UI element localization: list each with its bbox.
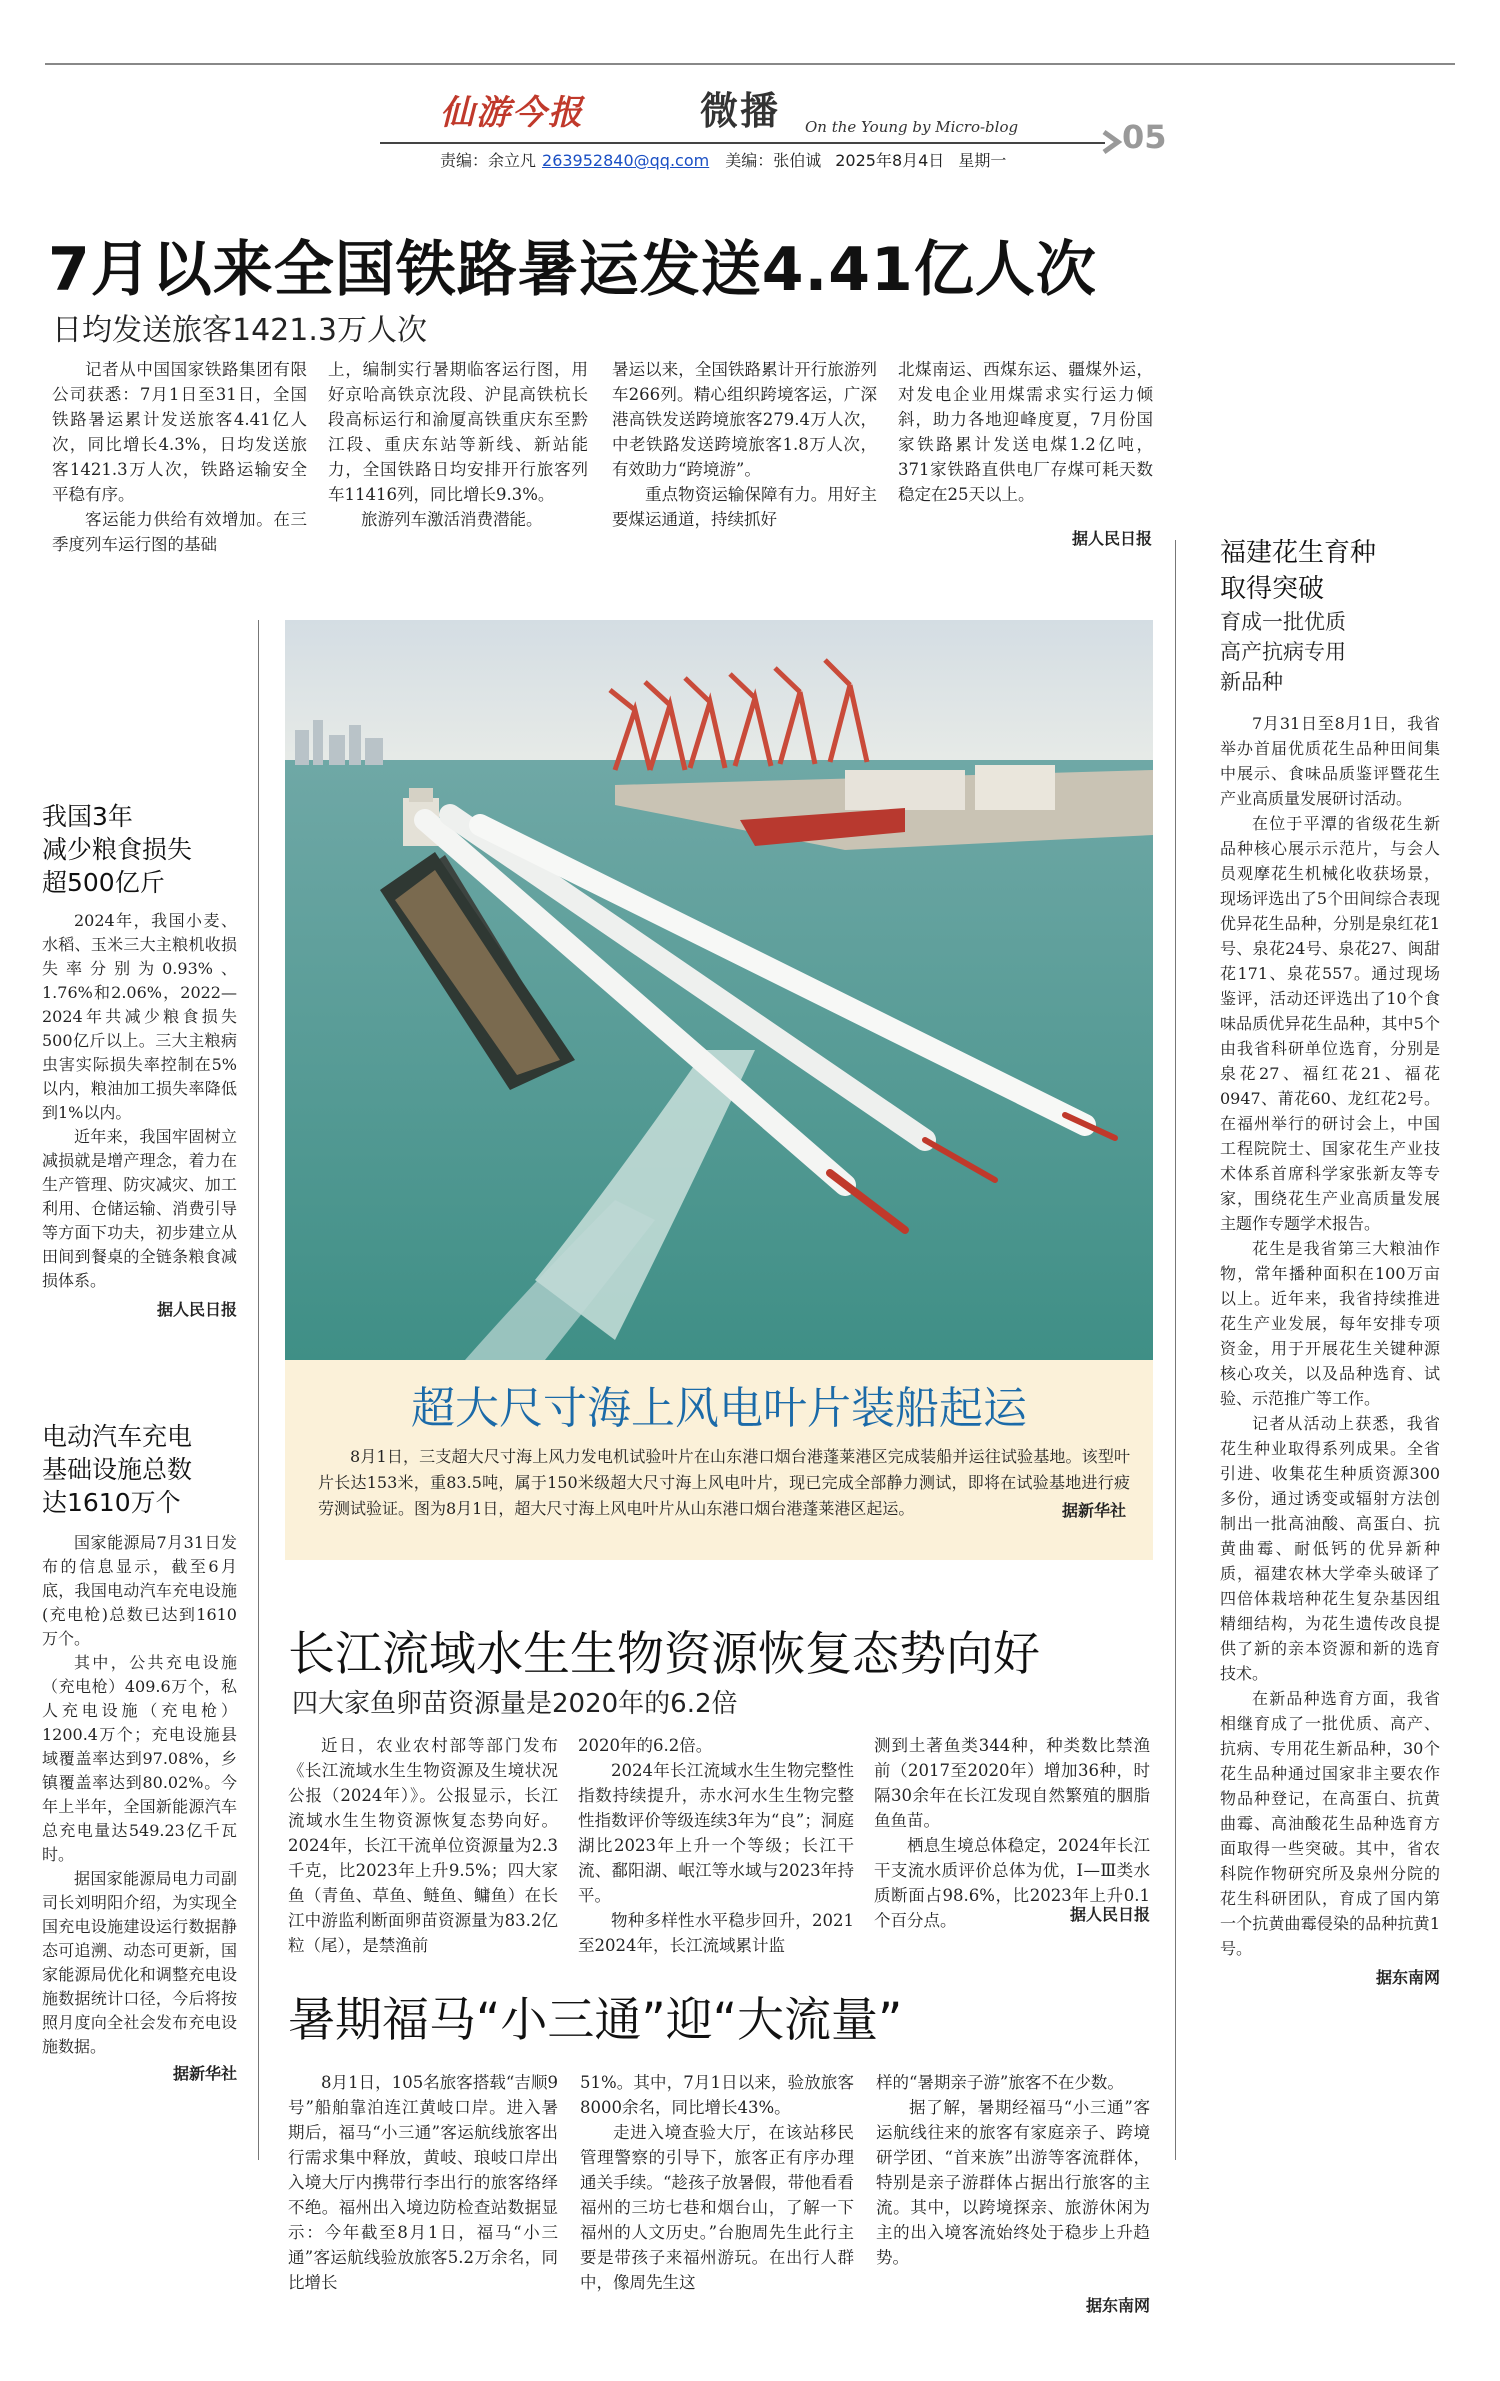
lead-paragraph: 暑运以来，全国铁路累计开行旅游列车266列。精心组织跨境客运，广深港高铁发送跨境旅客279.4万人次，中老铁路发送跨境旅客1.8万人次，有效助力“跨境游”。 [612,360,877,479]
date: 2025年8月4日 [835,151,945,170]
lead-column-1 [52,357,307,557]
grain-title-line: 我国3年 [42,802,133,831]
masthead-rule [380,142,1105,144]
lead-column-2 [328,357,588,532]
paper-name: 仙游今报 [440,93,584,133]
column-name: 微播 [700,89,781,133]
photo-caption-body [318,1444,1130,1521]
page-number: 05 [1122,118,1167,156]
fuma-source: 据东南网 [1085,2296,1150,2315]
weekday: 星期一 [958,151,1007,170]
grain-loss-story [42,800,237,1320]
yangtze-column-2 [578,1733,854,1958]
lead-paragraph: 记者从中国国家铁路集团有限公司获悉：7月1日至31日，全国铁路暑运累计发送旅客4.41亿人次，同比增长4.3%，日均发送旅客1421.3万人次，铁路运输安全平稳有序。 [52,360,307,504]
peanut-title-line: 福建花生育种 [1220,538,1377,568]
yangtze-column-1 [288,1733,558,1958]
peanut-subtitle-line: 新品种 [1220,670,1283,694]
photo-caption-title: 超大尺寸海上风电叶片装船起运 [411,1383,1027,1434]
lead-paragraph: 客运能力供给有效增加。在三季度列车运行图的基础 [52,510,307,554]
peanut-paragraph: 在位于平潭的省级花生新品种核心展示示范片，与会人员观摩花生机械化收获场景，现场评选出了5个田间综合表现优异花生品种，分别是泉红花1号、泉花24号、泉花27、闽甜花171、泉花557。通过现场鉴评，活动还评选出了10个食味品质优异花生品种，其中5个由我省科研单位选育，分别是泉花27、福红花21、福花0947、莆花60、龙红花2号。在福州举行的研讨会上，中国工程院院士、国家花生产业技术体系首席科学家张新友等专家，围绕花生产业高质量发展主题作专题学术报告。 [1220,814,1440,1233]
ev-paragraph: 其中，公共充电设施（充电枪）409.6万个，私人充电设施（充电枪）1200.4万个；充电设施县域覆盖率达到97.08%，乡镇覆盖率达到80.02%。今年上半年，全国新能源汽车总充电量达549.23亿千瓦时。 [42,1653,237,1864]
ev-title-line: 电动汽车充电 [42,1422,193,1451]
yangtze-paragraph: 2020年的6.2倍。 [578,1736,713,1755]
yangtze-paragraph: 栖息生境总体稳定，2024年长江干支流水质评价总体为优，Ⅰ—Ⅲ类水质断面占98.6%，比2023年上升0.1个百分点。 [874,1836,1150,1930]
yangtze-paragraph: 物种多样性水平稳步回升，2021至2024年，长江流域累计监 [578,1911,854,1955]
fuma-paragraph: 样的“暑期亲子游”旅客不在少数。 [876,2073,1124,2092]
fuma-column-1 [288,2070,558,2295]
yangtze-paragraph: 近日，农业农村部等部门发布《长江流域水生生物资源及生境状况公报（2024年）》。公报显示，长江流域水生生物资源恢复态势向好。2024年，长江干流单位资源量为2.3千克，比2023年上升9.5%；四大家鱼（青鱼、草鱼、鲢鱼、鳙鱼）在长江中游监利断面卵苗资源量为83.2亿粒（尾），是禁渔前 [288,1736,558,1955]
lead-paragraph: 北煤南运、西煤东运、疆煤外运，对发电企业用煤需求实行运力倾斜，助力各地迎峰度夏，7月份国家铁路累计发送电煤1.2亿吨，371家铁路直供电厂存煤可耗天数稳定在25天以上。 [898,360,1153,504]
email-link[interactable]: 263952840@qq.com [542,151,710,170]
fuma-column-3 [876,2070,1150,2270]
top-rule [45,63,1455,65]
editor: 责编：余立凡 [440,151,537,170]
peanut-paragraph: 记者从活动上获悉，我省花生种业取得系列成果。全省引进、收集花生种质资源300多份，通过诱变或辐射方法创制出一批高油酸、高蛋白、抗黄曲霉、耐低钙的优异新种质，福建农林大学牵头破译了四倍体栽培种花生复杂基因组精细结构，为花生遗传改良提供了新的亲本资源和新的选育技术。 [1220,1414,1440,1683]
yangtze-paragraph: 测到土著鱼类344种，种类数比禁渔前（2017至2020年）增加36种，时隔30余年在长江发现自然繁殖的胭脂鱼鱼苗。 [874,1736,1150,1830]
peanut-paragraph: 花生是我省第三大粮油作物，常年播种面积在100万亩以上。近年来，我省持续推进花生产业发展，每年安排专项资金，用于开展花生关键种源核心攻关，以及品种选育、试验、示范推广等工作。 [1220,1239,1440,1408]
peanut-title-line: 取得突破 [1220,574,1325,604]
peanut-subtitle-line: 育成一批优质 [1220,610,1346,634]
column-divider [1175,540,1176,2160]
column-english-name: On the Young by Micro-blog [805,118,1019,136]
ev-source: 据新华社 [172,2064,237,2083]
ev-paragraph: 据国家能源局电力司副司长刘明阳介绍，为实现全国充电设施建设运行数据静态可追溯、动态可更新，国家能源局优化和调整充电设施数据统计口径，今后将按照月度向全社会发布充电设施数据。 [42,1869,237,2056]
fuma-paragraph: 51%。其中，7月1日以来，验放旅客8000余名，同比增长43%。 [580,2073,854,2117]
lead-column-4 [898,357,1153,507]
peanut-paragraph: 在新品种选育方面，我省相继育成了一批优质、高产、抗病、专用花生新品种，30个花生品种通过国家非主要农作物品种登记，在高蛋白、抗黄曲霉、高油酸花生品种选育方面取得一些突破。其中，省农科院作物研究所及泉州分院的花生科研团队，育成了国内第一个抗黄曲霉侵染的品种抗黄1号。 [1220,1689,1440,1958]
lead-subtitle: 日均发送旅客1421.3万人次 [52,313,427,348]
lead-paragraph: 旅游列车激活消费潜能。 [361,510,543,529]
peanut-paragraph: 7月31日至8月1日，我省举办首届优质花生品种田间集中展示、食味品质鉴评暨花生产业高质量发展研讨活动。 [1220,714,1440,808]
fuma-column-2 [580,2070,854,2295]
yangtze-subtitle: 四大家鱼卵苗资源量是2020年的6.2倍 [292,1689,738,1719]
ev-paragraph: 国家能源局7月31日发布的信息显示，截至6月底，我国电动汽车充电设施(充电枪)总数已达到1610万个。 [42,1533,237,1648]
grain-paragraph: 2024年，我国小麦、水稻、玉米三大主粮机收损失率分别为0.93%、1.76%和2.06%，2022—2024年共减少粮食损失500亿斤以上。三大主粮病虫害实际损失率控制在5%以内，粮油加工损失率降低到1%以内。 [42,911,237,1122]
peanut-subtitle-line: 高产抗病专用 [1220,640,1346,664]
grain-title-line: 减少粮食损失 [42,835,193,864]
lead-paragraph: 上，编制实行暑期临客运行图，用好京哈高铁京沈段、沪昆高铁杭长段高标运行和渝厦高铁重庆东至黔江段、重庆东站等新线、新站能力，全国铁路日均安排开行旅客列车11416列，同比增长9.3%。 [328,360,588,504]
yangtze-source: 据人民日报 [1069,1905,1150,1924]
designer: 美编：张伯诚 [725,151,822,170]
arrow-icon [1100,128,1124,160]
peanut-story [1220,535,1440,1988]
fuma-title: 暑期福马“小三通”迎“大流量” [288,1993,903,2048]
grain-title-line: 超500亿斤 [42,868,165,897]
lead-column-3 [612,357,877,532]
lead-source: 据人民日报 [1071,529,1152,548]
photo-source: 据新华社 [1061,1501,1126,1520]
fuma-paragraph: 据了解，暑期经福马“小三通”客运航线往来的旅客有家庭亲子、跨境研学团、“首来族”出游等客流群体，特别是亲子游群体占据出行旅客的主流。其中，以跨境探亲、旅游休闲为主的出入境客流始终处于稳步上升趋势。 [876,2098,1150,2267]
lead-title: 7月以来全国铁路暑运发送4.41亿人次 [48,235,1097,305]
credits-line [440,148,1020,171]
column-divider [258,620,259,2160]
yangtze-title: 长江流域水生生物资源恢复态势向好 [288,1627,1040,1682]
ev-title-line: 基础设施总数 [42,1455,193,1484]
photo-caption-text: 8月1日，三支超大尺寸海上风力发电机试验叶片在山东港口烟台港蓬莱港区完成装船并运往试验基地。该型叶片长达153米，重83.5吨，属于150米级超大尺寸海上风电叶片，现已完成全部静力测试，即将在试验基地进行疲劳测试验证。图为8月1日，超大尺寸海上风电叶片从山东港口烟台港蓬莱港区起运。 [318,1447,1130,1518]
grain-paragraph: 近年来，我国牢固树立减损就是增产理念，着力在生产管理、防灾减灾、加工利用、仓储运输、消费引导等方面下功夫，初步建立从田间到餐桌的全链条粮食减损体系。 [42,1127,237,1290]
yangtze-paragraph: 2024年长江流域水生生物完整性指数持续提升，赤水河水生生物完整性指数评价等级连续3年为“良”；洞庭湖比2023年上升一个等级；长江干流、鄱阳湖、岷江等水域与2023年持平。 [578,1761,854,1905]
ev-charging-story [42,1420,237,2084]
ev-title-line: 达1610万个 [42,1488,181,1517]
fuma-paragraph: 8月1日，105名旅客搭载“吉顺9号”船舶靠泊连江黄岐口岸。进入暑期后，福马“小三通”客运航线旅客出行需求集中释放，黄岐、琅岐口岸出入境大厅内携带行李出行的旅客络绎不绝。福州出入境边防检查站数据显示：今年截至8月1日，福马“小三通”客运航线验放旅客5.2万余名，同比增长 [288,2073,558,2292]
fuma-paragraph: 走进入境查验大厅，在该站移民管理警察的引导下，旅客正有序办理通关手续。“趁孩子放暑假，带他看看福州的三坊七巷和烟台山，了解一下福州的人文历史。”台胞周先生此行主要是带孩子来福州游玩。在出行人群中，像周先生这 [580,2123,854,2292]
lead-paragraph: 重点物资运输保障有力。用好主要煤运通道，持续抓好 [612,485,877,529]
grain-source: 据人民日报 [156,1300,237,1319]
peanut-source: 据东南网 [1375,1968,1440,1987]
wind-blade-photo [285,620,1153,1360]
